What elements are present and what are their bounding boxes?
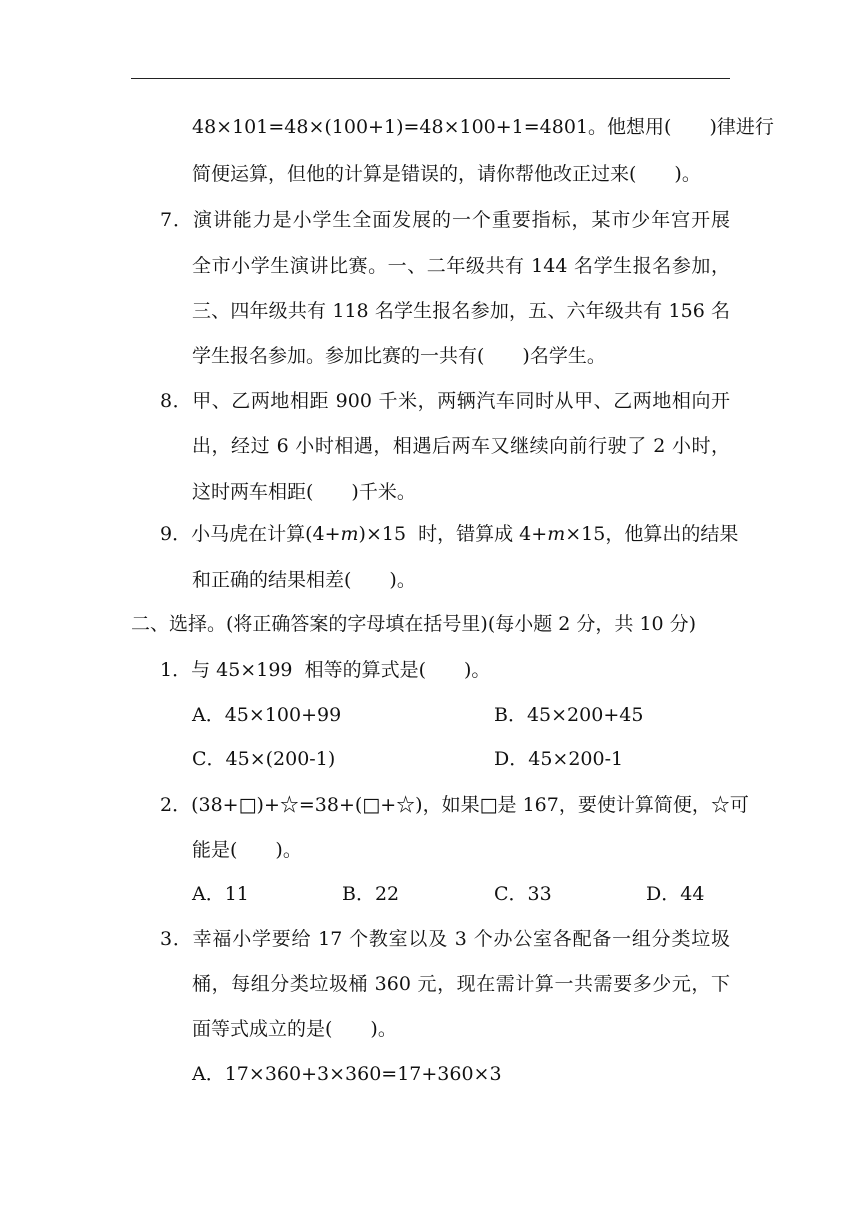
q9-text-c: ×15，他算出的结果	[565, 523, 739, 545]
q9-line-1	[160, 522, 738, 546]
q7-line-1: 7．演讲能力是小学生全面发展的一个重要指标，某市少年宫开展	[160, 209, 730, 231]
choice-1-stem: 1．与 45×199 相等的算式是( )。	[160, 659, 491, 681]
q9-text-a: 9．小马虎在计算(4+	[160, 523, 341, 545]
q9-text-b: )×15 时，错算成 4+	[358, 523, 548, 545]
choice-3-line-1: 3．幸福小学要给 17 个教室以及 3 个办公室各配备一组分类垃圾	[160, 928, 730, 950]
choice-2-line-1: 2．(38+□)+☆=38+(□+☆)，如果□是 167，要使计算简便，☆可	[160, 794, 749, 816]
choice-1-option-c: C．45×(200-1)	[192, 748, 336, 770]
q7-line-4: 学生报名参加。参加比赛的一共有( )名学生。	[192, 345, 606, 367]
q9-line-2: 和正确的结果相差( )。	[192, 569, 416, 591]
q6-line-1: 48×101=48×(100+1)=48×100+1=4801。他想用( )律进行	[192, 116, 774, 138]
choice-2-option-d: D．44	[646, 883, 705, 905]
choice-3-line-3: 面等式成立的是( )。	[192, 1018, 397, 1040]
choice-1-option-d: D．45×200-1	[494, 748, 624, 770]
q9-var-2: m	[547, 523, 566, 545]
section-2-heading: 二、选择。(将正确答案的字母填在括号里)(每小题 2 分，共 10 分)	[131, 613, 697, 635]
choice-3-line-2: 桶，每组分类垃圾桶 360 元，现在需计算一共需要多少元，下	[192, 973, 730, 995]
q6-line-2: 简便运算，但他的计算是错误的，请你帮他改正过来( )。	[192, 163, 701, 185]
q7-line-3: 三、四年级共有 118 名学生报名参加，五、六年级共有 156 名	[192, 300, 730, 322]
q8-line-1: 8．甲、乙两地相距 900 千米，两辆汽车同时从甲、乙两地相向开	[160, 390, 730, 412]
choice-3-option-a: A．17×360+3×360=17+360×3	[192, 1063, 502, 1085]
choice-2-option-c: C．33	[494, 883, 552, 905]
q9-var-1: m	[340, 523, 359, 545]
choice-1-option-b: B．45×200+45	[494, 704, 644, 726]
choice-1-option-a: A．45×100+99	[192, 704, 342, 726]
q8-line-3: 这时两车相距( )千米。	[192, 481, 416, 503]
header-rule	[131, 78, 730, 79]
q8-line-2: 出，经过 6 小时相遇，相遇后两车又继续向前行驶了 2 小时，	[192, 435, 730, 457]
choice-2-option-b: B．22	[342, 883, 400, 905]
choice-2-line-2: 能是( )。	[192, 839, 302, 861]
choice-2-option-a: A．11	[192, 883, 249, 905]
q7-line-2: 全市小学生演讲比赛。一、二年级共有 144 名学生报名参加，	[192, 255, 730, 277]
